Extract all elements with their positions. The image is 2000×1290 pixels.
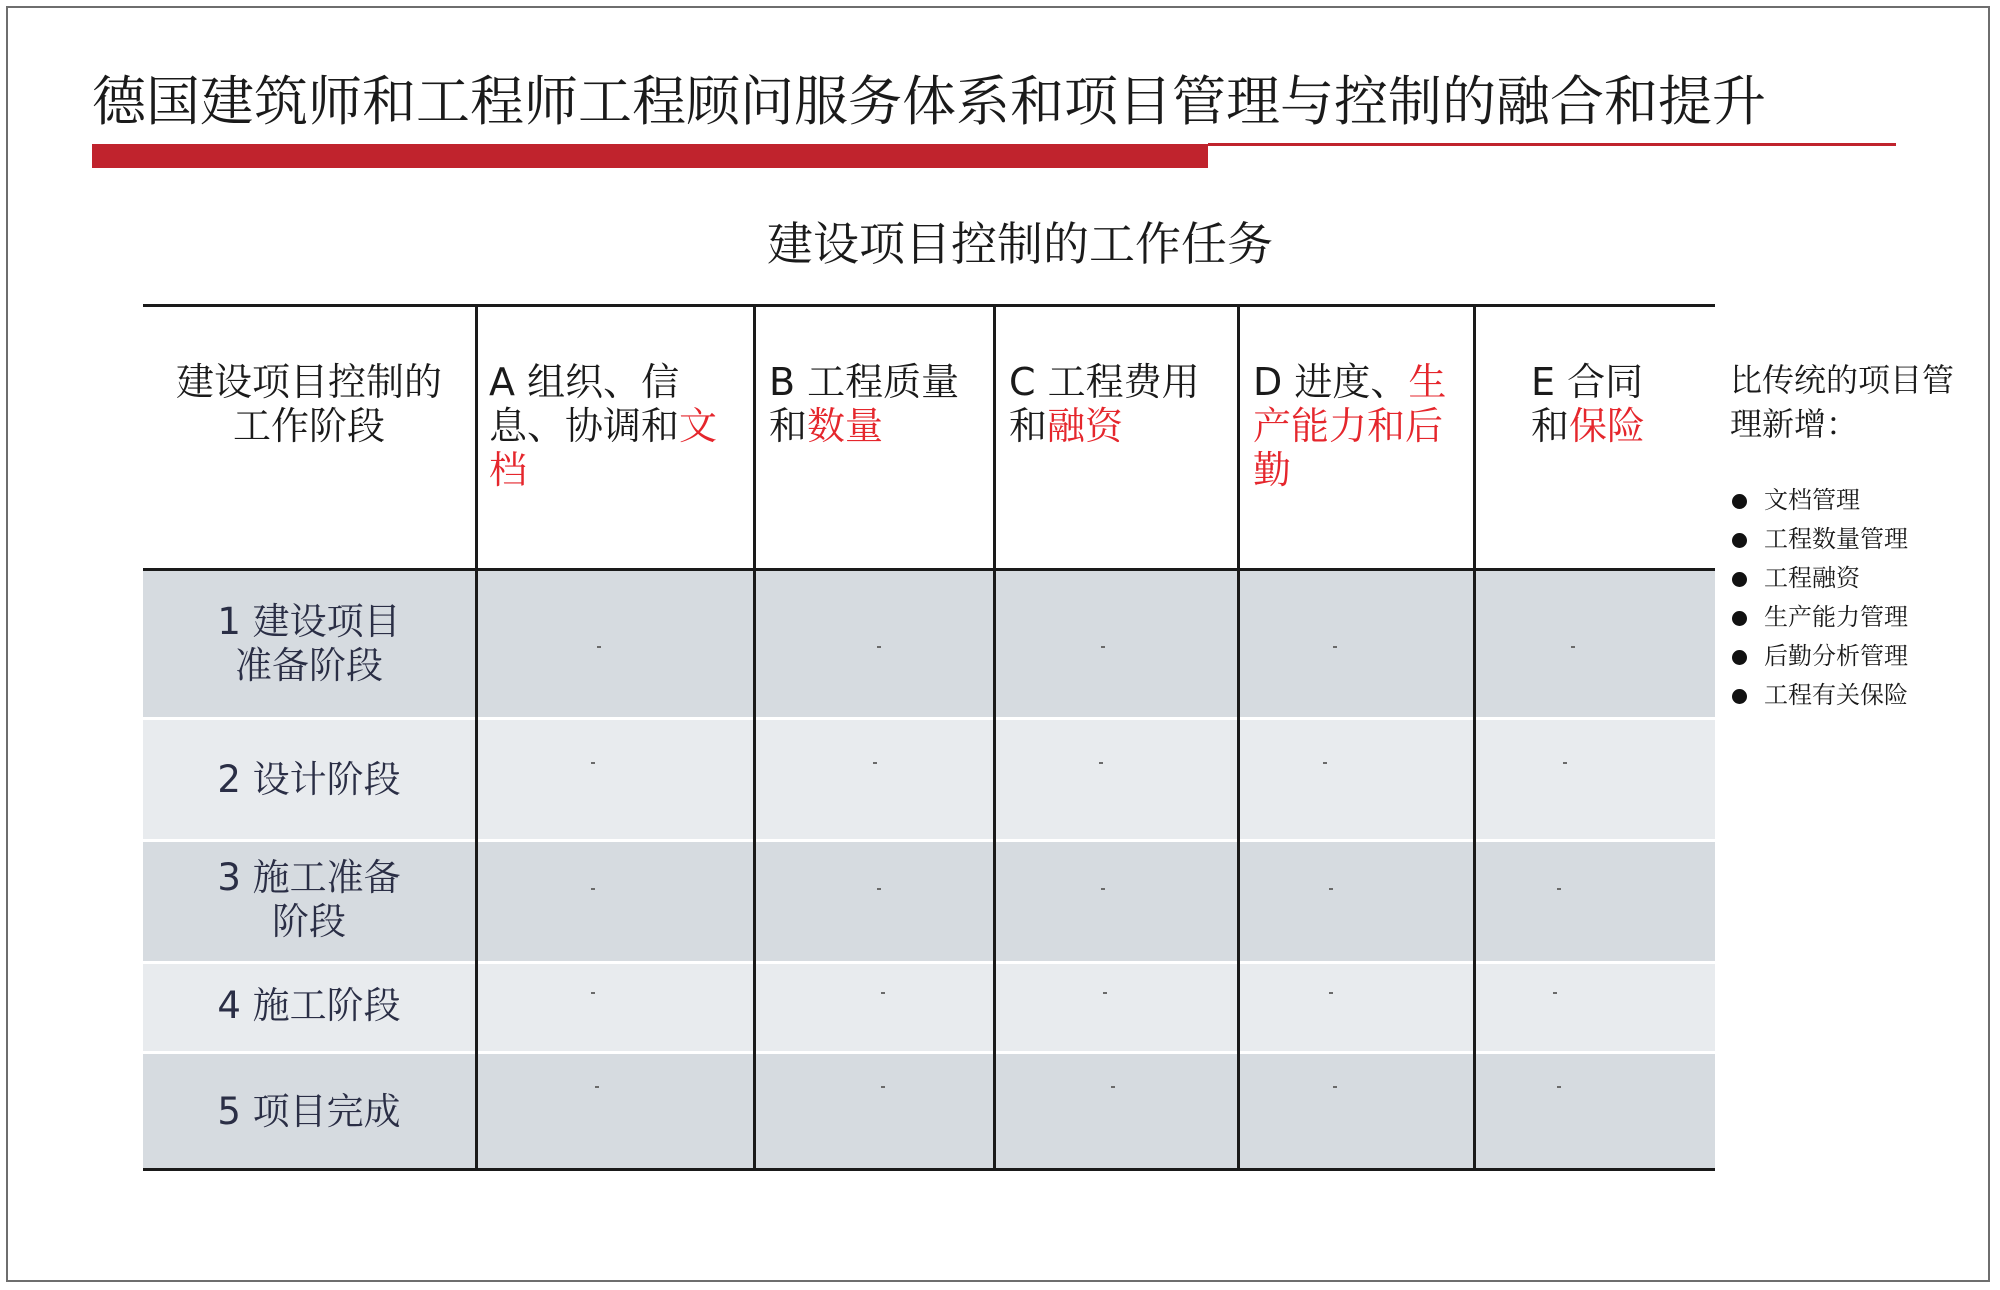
cell-mark — [1101, 888, 1105, 890]
list-item — [1732, 676, 1982, 715]
cell-mark — [873, 762, 877, 764]
cell-mark — [1111, 1086, 1115, 1088]
cell-mark — [595, 1086, 599, 1088]
column-header-e-text: E 合同和 — [1531, 360, 1644, 448]
task-matrix-table — [143, 304, 1715, 1170]
row-separator — [143, 1051, 1715, 1054]
cell-mark — [881, 992, 885, 994]
cell-mark — [1333, 646, 1337, 648]
cell-mark — [597, 646, 601, 648]
list-item — [1732, 598, 1982, 637]
column-header-e — [1531, 360, 1671, 448]
cell-mark — [881, 1086, 885, 1088]
bullet-icon — [1732, 533, 1747, 548]
cell-mark — [1099, 762, 1103, 764]
phase-label-4: 4 施工阶段 — [217, 984, 401, 1027]
bullet-icon — [1732, 689, 1747, 704]
cell-mark — [1571, 646, 1575, 648]
table-header-rule — [143, 568, 1715, 571]
column-divider — [993, 304, 996, 1171]
column-header-b — [769, 360, 991, 448]
cell-mark — [591, 888, 595, 890]
list-item-label: 生产能力管理 — [1764, 603, 1908, 631]
column-divider — [1473, 304, 1476, 1171]
column-divider — [475, 304, 478, 1171]
column-header-d — [1253, 360, 1471, 492]
row-separator — [143, 839, 1715, 842]
bullet-icon — [1732, 611, 1747, 626]
cell-mark — [1557, 888, 1561, 890]
list-item-label: 后勤分析管理 — [1764, 642, 1908, 670]
column-header-a-highlight: 文档 — [489, 404, 718, 492]
column-header-c-text: C 工程费用和 — [1009, 360, 1200, 448]
cell-mark — [1103, 992, 1107, 994]
sidebar-list — [1732, 481, 1982, 715]
phase-label-3: 3 施工准备阶段 — [217, 856, 401, 943]
column-header-e-highlight: 保险 — [1569, 404, 1646, 448]
column-header-d-highlight: 生产能力和后勤 — [1253, 360, 1447, 492]
row-separator — [143, 717, 1715, 720]
column-divider — [1237, 304, 1240, 1171]
cell-mark — [1563, 762, 1567, 764]
phase-label-5: 5 项目完成 — [217, 1090, 401, 1133]
table-title: 建设项目控制的工作任务 — [767, 217, 1273, 271]
list-item-label: 工程有关保险 — [1764, 681, 1908, 709]
column-header-b-highlight: 数量 — [807, 404, 884, 448]
bullet-icon — [1732, 650, 1747, 665]
cell-mark — [1323, 762, 1327, 764]
cell-mark — [591, 992, 595, 994]
cell-mark — [1557, 1086, 1561, 1088]
list-item-label: 工程融资 — [1764, 564, 1860, 592]
phase-column-header: 建设项目控制的工作阶段 — [175, 360, 442, 448]
list-item — [1732, 559, 1982, 598]
column-header-c — [1009, 360, 1235, 448]
list-item — [1732, 637, 1982, 676]
bullet-icon — [1732, 572, 1747, 587]
title-underline-thick — [92, 144, 1208, 168]
column-header-a — [489, 360, 751, 492]
bullet-icon — [1732, 494, 1747, 509]
column-header-b-text: B 工程质量和 — [769, 360, 960, 448]
list-item — [1732, 520, 1982, 559]
list-item-label: 文档管理 — [1764, 486, 1860, 514]
cell-mark — [591, 762, 595, 764]
phase-label-1: 1 建设项目准备阶段 — [217, 600, 401, 687]
cell-mark — [877, 888, 881, 890]
column-header-d-text: D 进度、 — [1253, 360, 1409, 404]
column-divider — [753, 304, 756, 1171]
cell-mark — [1329, 992, 1333, 994]
cell-mark — [1553, 992, 1557, 994]
cell-mark — [1101, 646, 1105, 648]
cell-mark — [1329, 888, 1333, 890]
column-header-a-text: A 组织、信息、协调和 — [489, 360, 680, 448]
list-item-label: 工程数量管理 — [1764, 525, 1908, 553]
phase-label-2: 2 设计阶段 — [217, 758, 401, 801]
sidebar-title: 比传统的项目管理新增： — [1730, 361, 1955, 443]
column-header-c-highlight: 融资 — [1047, 404, 1124, 448]
cell-mark — [877, 646, 881, 648]
page-title: 德国建筑师和工程师工程顾问服务体系和项目管理与控制的融合和提升 — [92, 70, 1766, 133]
title-underline-thin — [1208, 143, 1896, 146]
list-item — [1732, 481, 1982, 520]
table-bottom-rule — [143, 1168, 1715, 1171]
cell-mark — [1333, 1086, 1337, 1088]
row-separator — [143, 961, 1715, 964]
table-top-rule — [143, 304, 1715, 307]
